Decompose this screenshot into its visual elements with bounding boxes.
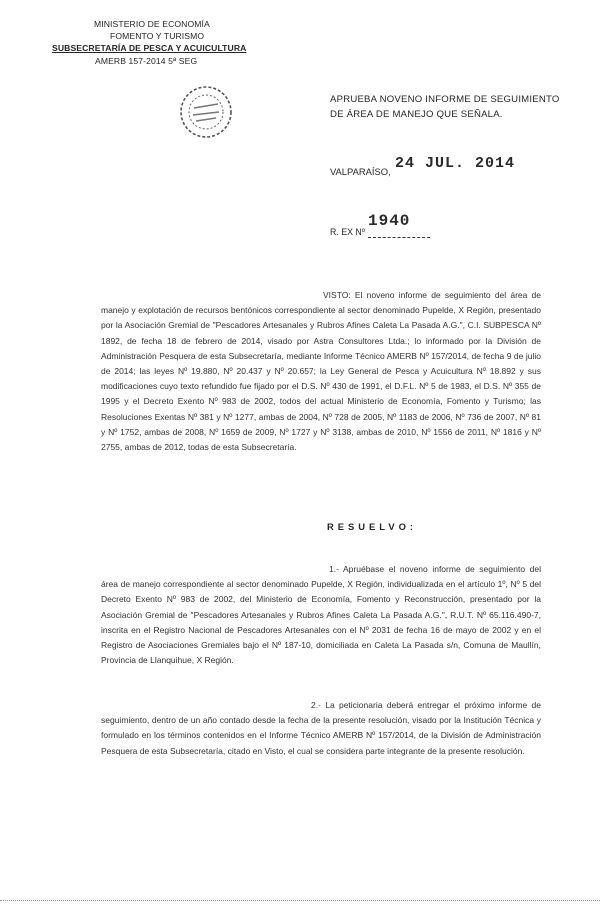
ministry-subname: FOMENTO Y TURISMO — [110, 31, 205, 41]
document-subject: APRUEBA NOVENO INFORME DE SEGUIMIENTO DE ÁREA DE MANEJO QUE SEÑALA. — [330, 94, 560, 120]
reference-code: AMERB 157-2014 5ª SEG — [95, 56, 198, 66]
rex-number: 1940 — [368, 212, 411, 230]
subsecretaria-name: SUBSECRETARÍA DE PESCA Y ACUICULTURA — [52, 43, 247, 53]
visto-paragraph: VISTO: El noveno informe de seguimiento del área de manejo y explotación de recursos bentónicos correspondiente al sector denominado Pupelde, X Región, presentado por la Asociación Gremial de "Pescadores Artesanales y Rubros Afines Caleta La Pasada A.G.", C.I. SUBPESCA Nº 1892, de fecha 18 de febrero de 2014, visado por Astra Consultores Ltda.; lo informado por la División de Administración Pesquera de esta Subsecretaría, mediante Informe Técnico AMERB Nº 157/2014, de fecha 9 de julio de 2014; las leyes Nº 19.880, Nº 20.437 y Nº 20.657; la Ley General de Pesca y Acuicultura Nº 18.892 y sus modificaciones cuyo texto refundido fue fijado por el D.S. Nº 430 de 1991, el D.F.L. Nº 5 de 1983, el D.S. Nº 355 de 1995 y el Decreto Exento Nº 983 de 2002, todos del actual Ministerio de Economía, Fomento y Turismo; las Resoluciones Exentas Nº 381 y Nº 1277, ambas de 2004, Nº 728 de 2005, Nº 1183 de 2006, Nº 736 de 2007, Nº 81 y Nº 1752, ambas de 2008, Nº 1659 de 2009, Nº 1727 y Nº 3138, ambas de 2010, Nº 1556 de 2011, Nº 1816 y Nº 2755, ambas de 2012, todas de esta Subsecretaría. — [101, 290, 541, 453]
date-stamp: 24 JUL. 2014 — [395, 155, 516, 172]
rex-label: R. EX Nº — [330, 227, 365, 237]
resolution-item-2: 2.- La peticionaria deberá entregar el próximo informe de seguimiento, dentro de un año contado desde la fecha de la presente resolución, visado por la Institución Técnica y formulado en los términos contenidos en el Informe Técnico AMERB Nº 157/2014, de la División de Administración Pesquera de esta Subsecretaría, citado en Visto, el cual se considera parte integrante de la presente resolución. — [101, 700, 541, 756]
rex-underline — [368, 237, 430, 238]
ministry-name: MINISTERIO DE ECONOMÍA — [94, 19, 210, 29]
page-footer-line — [0, 900, 600, 901]
official-seal-icon — [178, 84, 234, 140]
resuelvo-heading: RESUELVO: — [327, 521, 417, 532]
place-label: VALPARAÍSO, — [330, 166, 391, 177]
resolution-item-1: 1.- Apruébase el noveno informe de seguimiento del área de manejo correspondiente al sector denominado Pupelde, X Región, individualizada en el artículo 1º, Nº 5 del Decreto Exento Nº 983 de 2002, del Ministerio de Economía, Fomento y Reconstrucción, presentado por la Asociación Gremial de "Pescadores Artesanales y Rubros Afines Caleta La Pasada A.G.", R.U.T. Nº 65.116.490-7, inscrita en el Registro Nacional de Pescadores Artesanales con el Nº 2031 de fecha 16 de mayo de 2002 y en el Registro de Asociaciones Gremiales bajo el Nº 187-10, domiciliada en Caleta La Pasada s/n, Comuna de Maullín, Provincia de Llanquihue, X Región. — [101, 564, 541, 666]
